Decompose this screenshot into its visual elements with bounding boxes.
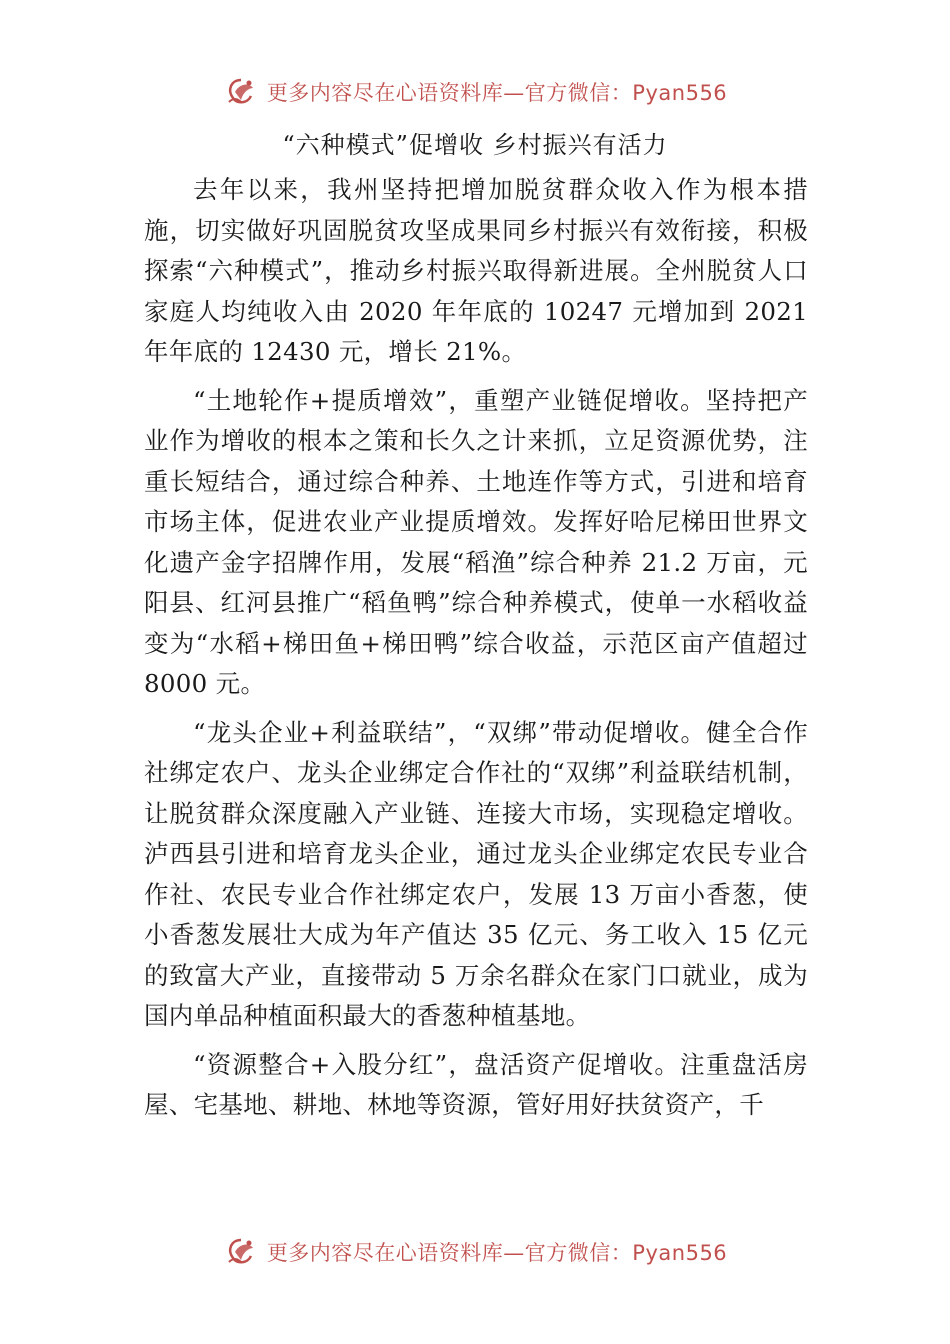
watermark-text: 更多内容尽在心语资料库—官方微信：Pyan556 bbox=[266, 1241, 728, 1265]
brand-logo-icon bbox=[223, 1234, 259, 1270]
document-title: “六种模式”促增收 乡村振兴有活力 bbox=[282, 131, 668, 159]
paragraph: “土地轮作+提质增效”，重塑产业链促增收。坚持把产业作为增收的根本之策和长久之计来抓，立足资源优势，注重长短结合，通过综合种养、土地连作等方式，引进和培育市场主体，促进农业产业提质增效。发挥好哈尼梯田世界文化遗产金字招牌作用，发展“稻渔”综合种养 21.2 万亩，元阳县、红河县推广“稻鱼鸭”综合种养模式，使单一水稻收益变为“水稻+梯田鱼+梯田鸭”综合收益，示范区亩产值超过 8000 元。 bbox=[144, 385, 808, 698]
watermark-footer bbox=[0, 1230, 950, 1274]
watermark-text: 更多内容尽在心语资料库—官方微信：Pyan556 bbox=[266, 81, 728, 105]
paragraph: “资源整合+入股分红”，盘活资产促增收。注重盘活房屋、宅基地、耕地、林地等资源，管好用好扶贫资产，千 bbox=[144, 1049, 808, 1119]
watermark-header bbox=[0, 70, 950, 114]
brand-logo-icon bbox=[223, 74, 259, 110]
document-body bbox=[144, 170, 808, 1134]
paragraph: 去年以来，我州坚持把增加脱贫群众收入作为根本措施，切实做好巩固脱贫攻坚成果同乡村振兴有效衔接，积极探索“六种模式”，推动乡村振兴取得新进展。全州脱贫人口家庭人均纯收入由 2020 年年底的 10247 元增加到 2021 年年底的 12430 元，增长 21%。 bbox=[144, 175, 808, 366]
paragraph: “龙头企业+利益联结”，“双绑”带动促增收。健全合作社绑定农户、龙头企业绑定合作社的“双绑”利益联结机制，让脱贫群众深度融入产业链、连接大市场，实现稳定增收。泸西县引进和培育龙头企业，通过龙头企业绑定农民专业合作社、农民专业合作社绑定农户，发展 13 万亩小香葱，使小香葱发展壮大成为年产值达 35 亿元、务工收入 15 亿元的致富大产业，直接带动 5 万余名群众在家门口就业，成为国内单品种植面积最大的香葱种植基地。 bbox=[144, 717, 808, 1030]
